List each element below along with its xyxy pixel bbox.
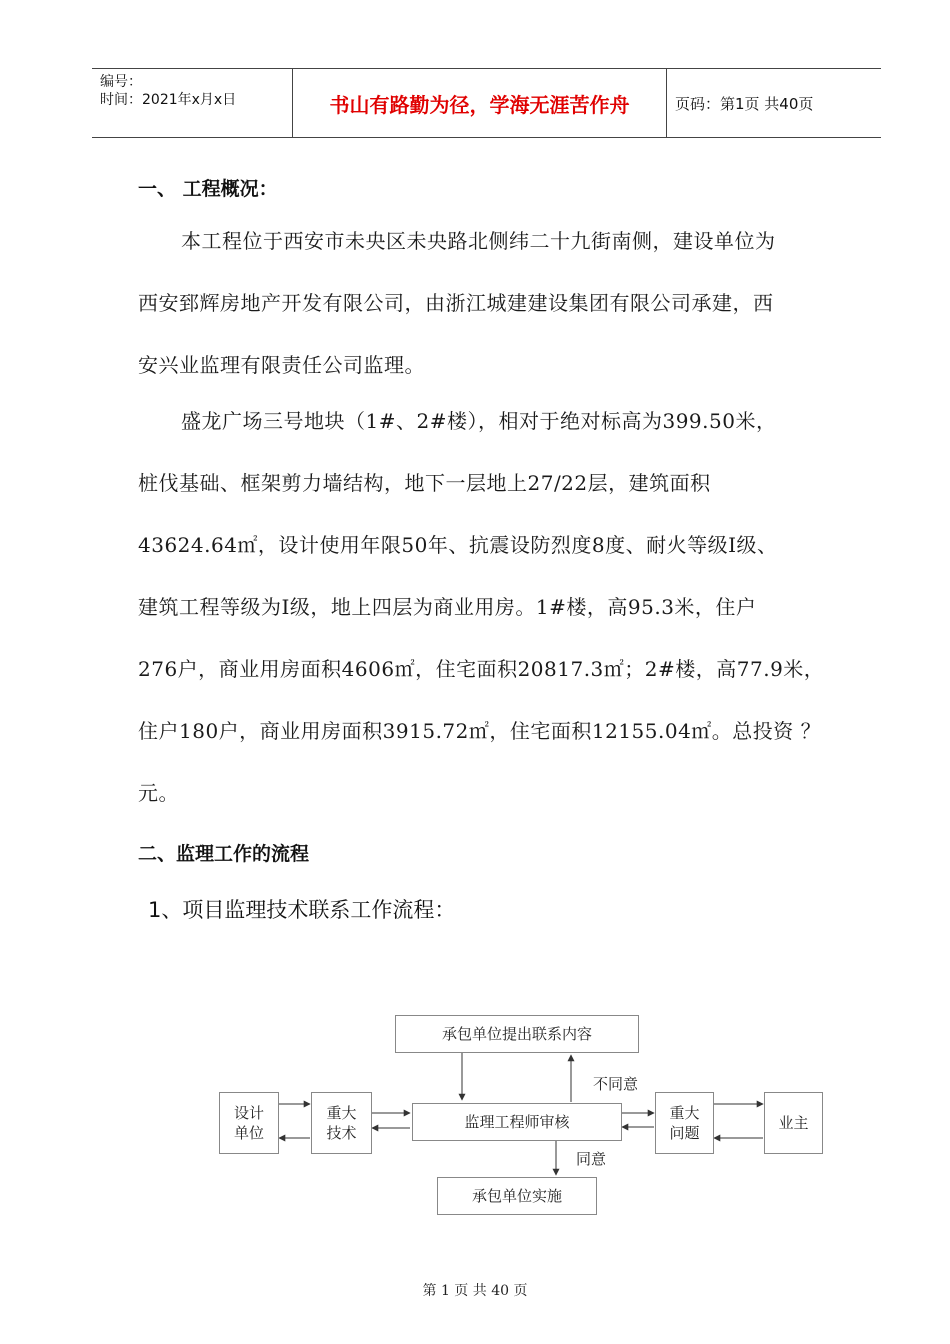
text-line: 住户180户，商业用房面积3915.72㎡，住宅面积12155.04㎡。总投资 ？ [138,719,822,743]
box-line: 问题 [669,1124,700,1142]
page-footer: 第 1 页 共 40 页 [422,1283,528,1299]
text-line: 276户，商业用房面积4606㎡，住宅面积20817.3㎡；2#楼，高77.9米， [138,657,825,681]
flow-box-contractor-implement: 承包单位实施 [437,1177,597,1215]
text-line: 桩伐基础、框架剪力墙结构，地下一层地上27/22层，建筑面积 [138,471,711,495]
text-line: 43624.64㎡，设计使用年限50年、抗震设防烈度8度、耐火等级Ⅰ级、 [138,533,778,557]
text-line: 安兴业监理有限责任公司监理。 [138,353,425,377]
box-line: 设计 [233,1104,264,1122]
number-label: 编号： [100,74,142,90]
flow-box-major-tech [311,1092,372,1154]
text-line: 本工程位于西安市未央区未央路北侧纬二十九街南侧，建设单位为 [181,229,776,253]
section-title: 二、监理工作的流程 [138,843,310,865]
box-line: 重大 [669,1104,700,1122]
box-line: 技术 [326,1124,357,1142]
label-disagree: 不同意 [593,1075,639,1093]
flow-box-contractor-request: 承包单位提出联系内容 [395,1015,639,1053]
flow-box-supervisor-review: 监理工程师审核 [412,1103,622,1141]
header-page-info: 页码：第1页 共40页 [675,95,814,113]
flow-box-design-unit [219,1092,279,1154]
header-motto: 书山有路勤为径，学海无涯苦作舟 [329,92,630,117]
box-line: 单位 [233,1124,264,1142]
flow-box-owner: 业主 [764,1092,823,1154]
time-label: 时间：2021年x月x日 [100,92,237,108]
flow-box-major-issue [655,1092,714,1154]
text-line: 建筑工程等级为Ⅰ级，地上四层为商业用房。1#楼，高95.3米，住户 [138,595,757,619]
text-line: 元。 [138,781,179,805]
section-title: 一、 工程概况： [138,178,278,200]
text-line: 西安郅辉房地产开发有限公司，由浙江城建建设集团有限公司承建，西 [138,291,774,315]
box-line: 重大 [326,1104,357,1122]
text-line: 盛龙广场三号地块（1#、2#楼），相对于绝对标高为399.50米， [181,409,777,433]
label-agree: 同意 [576,1150,607,1168]
subsection-title: 1、项目监理技术联系工作流程： [148,898,456,922]
